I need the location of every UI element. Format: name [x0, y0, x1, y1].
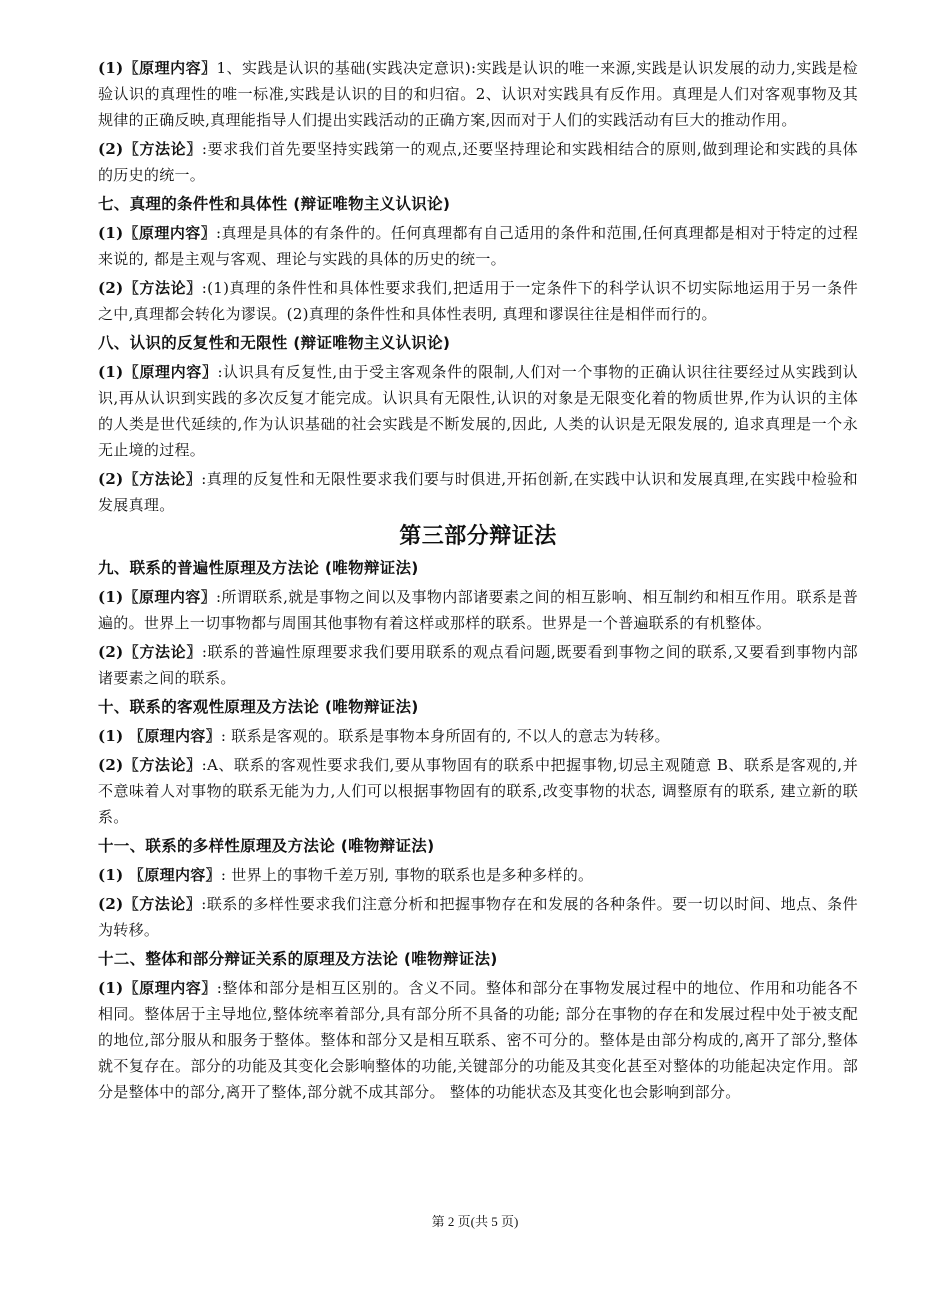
paragraph: [98, 584, 858, 636]
paragraph-label: (1)〖原理内容〗: [98, 588, 217, 606]
paragraph: [98, 975, 858, 1105]
paragraph-label: (2)〖方法论〗: [98, 470, 202, 488]
paragraph-text: :整体和部分是相互区别的。含义不同。整体和部分在事物发展过程中的地位、作用和功能各不相同。整体居于主导地位,整体统率着部分,具有部分所不具备的功能; 部分在事物的存在和发展过程中处于被支配的地位,部分服从和服务于整体。整体和部分又是相互联系、密不可分的。整体是由部分构成的,离开了部分,整体就不复存在。部分的功能及其变化会影响整体的功能,关键部分的功能及其变化甚至对整体的功能起决定作用。部分是整体中的部分,离开了整体,部分就不成其部分。 整体的功能状态及其变化也会影响到部分。: [98, 979, 858, 1101]
paragraph: [98, 466, 858, 518]
paragraph-text: :真理的反复性和无限性要求我们要与时俱进,开拓创新,在实践中认识和发展真理,在实践中检验和发展真理。: [98, 470, 858, 514]
paragraph-text: :真理是具体的有条件的。任何真理都有自己适用的条件和范围,任何真理都是相对于特定的过程来说的, 都是主观与客观、理论与实践的具体的历史的统一。: [98, 224, 858, 268]
paragraph-label: (2)〖方法论〗: [98, 643, 202, 661]
document-body: [98, 55, 858, 1108]
paragraph: [98, 723, 858, 749]
paragraph-label: (1)〖原理内容〗: [98, 979, 217, 997]
paragraph: [98, 891, 858, 943]
paragraph-label: (1)〖原理内容〗: [98, 363, 218, 381]
section-heading: 七、真理的条件性和具体性 (辩证唯物主义认识论): [98, 195, 451, 213]
paragraph-label: (2)〖方法论〗: [98, 279, 202, 297]
paragraph: [98, 220, 858, 272]
section-heading: 八、认识的反复性和无限性 (辩证唯物主义认识论): [98, 334, 451, 352]
paragraph-text: :(1)真理的条件性和具体性要求我们,把适用于一定条件下的科学认识不切实际地运用于另一条件之中,真理都会转化为谬误。(2)真理的条件性和具体性表明, 真理和谬误往往是相伴而行的。: [98, 279, 858, 323]
paragraph-text: :联系的普遍性原理要求我们要用联系的观点看问题,既要看到事物之间的联系,又要看到事物内部诸要素之间的联系。: [98, 643, 858, 687]
paragraph-label: (1)〖原理内容〗: [98, 59, 217, 77]
paragraph: [98, 752, 858, 830]
paragraph: [98, 55, 858, 133]
paragraph-label: (1) 〖原理内容〗: [98, 727, 221, 745]
paragraph-text: :联系的多样性要求我们注意分析和把握事物存在和发展的各种条件。要一切以时间、地点、条件为转移。: [98, 895, 858, 939]
paragraph-text: :要求我们首先要坚持实践第一的观点,还要坚持理论和实践相结合的原则,做到理论和实践的具体的历史的统一。: [98, 140, 858, 184]
paragraph: [98, 639, 858, 691]
paragraph: [98, 275, 858, 327]
paragraph-text: :A、联系的客观性要求我们,要从事物固有的联系中把握事物,切忌主观随意 B、联系是客观的,并不意味着人对事物的联系无能为力,人们可以根据事物固有的联系,改变事物的状态, 调整原有的联系, 建立新的联系。: [98, 756, 858, 826]
paragraph-label: (1)〖原理内容〗: [98, 224, 217, 242]
paragraph: [98, 862, 858, 888]
paragraph-label: (2)〖方法论〗: [98, 895, 202, 913]
section-heading: 十、联系的客观性原理及方法论 (唯物辩证法): [98, 698, 419, 716]
paragraph-text: : 联系是客观的。联系是事物本身所固有的, 不以人的意志为转移。: [220, 727, 670, 745]
section-heading: 十二、整体和部分辩证关系的原理及方法论 (唯物辩证法): [98, 950, 498, 968]
paragraph-text: :认识具有反复性,由于受主客观条件的限制,人们对一个事物的正确认识往往要经过从实践到认识,再从认识到实践的多次反复才能完成。认识具有无限性,认识的对象是无限变化着的物质世界,作为认识的主体的人类是世代延续的,作为认识基础的社会实践是不断发展的,因此, 人类的认识是无限发展的, 追求真理是一个永无止境的过程。: [98, 363, 858, 459]
section-heading: 九、联系的普遍性原理及方法论 (唯物辩证法): [98, 559, 419, 577]
paragraph-label: (2)〖方法论〗: [98, 140, 202, 158]
paragraph-label: (2)〖方法论〗: [98, 756, 202, 774]
paragraph-text: 1、实践是认识的基础(实践决定意识):实践是认识的唯一来源,实践是认识发展的动力,实践是检验认识的真理性的唯一标准,实践是认识的目的和归宿。2、认识对实践具有反作用。真理是人们对客观事物及其规律的正确反映,真理能指导人们提出实践活动的正确方案,因而对于人们的实践活动有巨大的推动作用。: [98, 59, 858, 129]
paragraph-label: (1) 〖原理内容〗: [98, 866, 221, 884]
paragraph-text: : 世界上的事物千差万别, 事物的联系也是多种多样的。: [220, 866, 594, 884]
paragraph: [98, 136, 858, 188]
paragraph-text: :所谓联系,就是事物之间以及事物内部诸要素之间的相互影响、相互制约和相互作用。联系是普遍的。世界上一切事物都与周围其他事物有着这样或那样的联系。世界是一个普遍联系的有机整体。: [98, 588, 858, 632]
paragraph: [98, 359, 858, 463]
part-title: 第三部分辩证法: [399, 524, 557, 549]
page-footer: 第 2 页(共 5 页): [431, 1214, 519, 1229]
section-heading: 十一、联系的多样性原理及方法论 (唯物辩证法): [98, 837, 435, 855]
